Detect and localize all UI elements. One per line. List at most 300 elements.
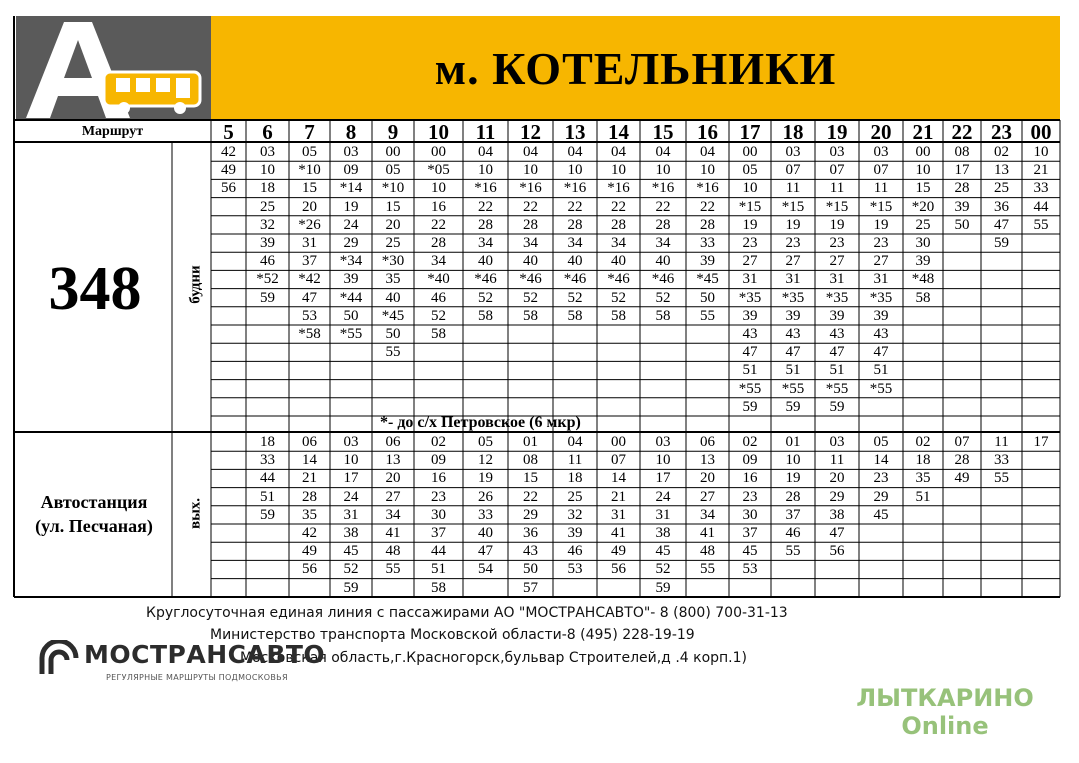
weekday-minute: 15	[385, 198, 401, 215]
hour-header-13: 13	[564, 120, 586, 144]
weekday-minute: 31	[302, 235, 317, 251]
weekend-minute: 49	[302, 543, 317, 560]
weekday-minute: 47	[302, 289, 317, 306]
weekend-minute: 28	[302, 488, 317, 505]
weekday-minute: *55	[825, 380, 849, 397]
weekday-minute: 42	[221, 144, 236, 160]
weekday-minute: 25	[994, 180, 1009, 197]
weekend-minute: 05	[478, 434, 493, 450]
weekend-minute: 37	[785, 506, 801, 523]
weekend-minute: 02	[915, 434, 931, 450]
weekday-minute: *15	[738, 198, 762, 215]
weekend-minute: 46	[567, 543, 583, 560]
hour-header-21: 21	[912, 120, 934, 144]
weekday-minute: 34	[478, 235, 493, 251]
weekday-minute: 59	[829, 398, 845, 415]
weekday-minute: 31	[742, 271, 758, 288]
weekend-minute: 00	[611, 434, 626, 450]
weekend-minute: 41	[385, 525, 401, 541]
weekend-minute: 38	[655, 525, 671, 541]
weekend-minute: 18	[915, 452, 931, 469]
weekend-minute: 27	[385, 488, 401, 505]
weekday-minute: *55	[339, 326, 363, 342]
weekday-minute: 00	[742, 144, 758, 160]
weekday-minute: *15	[781, 198, 805, 215]
weekday-minute: 18	[260, 180, 275, 197]
weekend-minute: 13	[700, 452, 715, 469]
weekday-minute: 55	[700, 307, 715, 324]
weekend-minute: 19	[785, 470, 801, 487]
weekday-minute: 31	[785, 271, 801, 288]
weekday-minute: 36	[994, 198, 1009, 215]
weekday-minute: 40	[385, 289, 401, 306]
weekday-minute: 37	[302, 253, 317, 270]
weekend-minute: 49	[954, 470, 970, 487]
weekday-minute: *15	[869, 198, 893, 215]
weekday-minute: 19	[829, 216, 845, 233]
hour-header-15: 15	[652, 120, 674, 144]
weekend-minute: 26	[478, 488, 493, 505]
weekday-minute: 05	[385, 162, 401, 179]
weekend-minute: 23	[873, 470, 889, 487]
weekend-minute: 29	[873, 488, 889, 505]
weekend-minute: 02	[431, 434, 446, 450]
weekend-minute: 50	[523, 561, 538, 578]
weekend-minute: 48	[700, 543, 715, 560]
weekend-minute: 34	[700, 506, 715, 523]
weekday-minute: 39	[829, 307, 845, 324]
weekday-minute: 03	[873, 144, 889, 160]
weekday-minute: 52	[478, 289, 493, 306]
weekend-minute: 01	[785, 434, 801, 450]
weekday-minute: 10	[742, 180, 758, 197]
weekday-minute: 07	[785, 162, 801, 179]
weekday-minute: 51	[742, 362, 758, 379]
hour-header-6: 6	[262, 120, 273, 144]
weekday-minute: 10	[431, 180, 446, 197]
hour-header-19: 19	[826, 120, 848, 144]
weekday-minute: 00	[915, 144, 931, 160]
weekday-minute: 55	[385, 344, 401, 361]
weekday-minute: 05	[302, 144, 317, 160]
weekend-minute: 30	[742, 506, 758, 523]
weekend-minute: 31	[343, 506, 359, 523]
weekday-minute: 46	[260, 253, 275, 270]
weekend-minute: 57	[523, 579, 538, 596]
weekend-minute: 11	[567, 452, 583, 469]
weekend-minute: 38	[343, 525, 359, 541]
weekday-minute: 56	[221, 180, 236, 197]
weekday-minute: 10	[915, 162, 931, 179]
route-column-header: Маршрут	[81, 124, 144, 139]
weekday-minute: 50	[700, 289, 715, 306]
weekday-minute: 50	[954, 216, 970, 233]
weekend-minute: 42	[302, 525, 317, 541]
weekday-minute: *48	[911, 271, 935, 288]
weekend-minute: 41	[700, 525, 715, 541]
weekend-minute: 03	[343, 434, 359, 450]
weekend-minute: 32	[567, 506, 583, 523]
weekday-minute: 04	[478, 144, 493, 160]
weekend-minute: 17	[343, 470, 359, 487]
weekend-minute: 02	[742, 434, 758, 450]
weekday-minute: *55	[738, 380, 762, 397]
weekend-minute: 22	[523, 488, 538, 505]
weekday-minute: 58	[655, 307, 671, 324]
weekday-minute: 39	[260, 235, 275, 251]
route-note: *- до с/х Петровское (6 мкр)	[380, 414, 581, 431]
weekday-minute: 28	[655, 216, 671, 233]
weekday-minute: 10	[655, 162, 671, 179]
weekday-minute: *15	[825, 198, 849, 215]
weekend-minute: 35	[915, 470, 931, 487]
weekday-minute: *46	[563, 271, 587, 288]
weekday-minute: 10	[523, 162, 538, 179]
weekend-minute: 34	[385, 506, 401, 523]
weekday-minute: *16	[696, 180, 719, 197]
weekday-minute: *45	[696, 271, 719, 288]
weekday-minute: 19	[785, 216, 801, 233]
weekday-minute: 28	[567, 216, 583, 233]
weekday-minute: *45	[381, 307, 405, 324]
weekend-minute: 25	[567, 488, 583, 505]
weekday-minute: 58	[431, 326, 446, 342]
weekday-minute: 47	[994, 216, 1009, 233]
weekday-minute: *34	[339, 253, 363, 270]
hour-header-18: 18	[782, 120, 804, 144]
weekend-minute: 20	[829, 470, 845, 487]
hour-header-11: 11	[475, 120, 496, 144]
weekday-minute: 23	[785, 235, 801, 251]
weekend-minute: 59	[655, 579, 671, 596]
weekday-minute: 20	[385, 216, 401, 233]
weekend-minute: 18	[260, 434, 275, 450]
weekday-minute: *46	[651, 271, 675, 288]
weekend-minute: 55	[700, 561, 715, 578]
weekday-minute: 10	[260, 162, 275, 179]
weekday-minute: 40	[523, 253, 538, 270]
weekday-minute: 10	[1033, 144, 1049, 160]
weekday-minute: 28	[700, 216, 715, 233]
weekend-minute: 51	[915, 488, 931, 505]
weekday-minute: 31	[873, 271, 889, 288]
weekend-minute: 45	[655, 543, 671, 560]
weekday-minute: 43	[742, 326, 758, 342]
weekend-minute: 18	[567, 470, 583, 487]
hotline-text: Круглосуточная единая линия с пассажирами АО "МОСТРАНСАВТО"- 8 (800) 700-31-13	[146, 605, 788, 621]
weekday-minute: *40	[427, 271, 450, 288]
weekday-minute: 10	[567, 162, 583, 179]
weekday-minute: 47	[829, 344, 845, 361]
weekend-minute: 01	[523, 434, 538, 450]
weekend-minute: 23	[431, 488, 446, 505]
weekend-minute: 48	[385, 543, 401, 560]
route-number: 348	[48, 255, 142, 323]
weekend-minute: 45	[873, 506, 889, 523]
weekday-minute: *10	[298, 162, 321, 179]
weekend-minute: 07	[611, 452, 626, 469]
weekend-minute: 58	[431, 579, 446, 596]
weekday-minute: 39	[742, 307, 758, 324]
weekday-minute: *16	[519, 180, 542, 197]
weekend-minute: 40	[478, 525, 493, 541]
weekday-minute: 52	[431, 307, 446, 324]
weekday-minute: *16	[607, 180, 630, 197]
weekday-minute: 59	[742, 398, 758, 415]
weekday-minute: 40	[478, 253, 493, 270]
weekday-minute: 25	[260, 198, 275, 215]
weekend-minute: 13	[385, 452, 401, 469]
weekday-minute: 51	[829, 362, 845, 379]
weekend-minute: 10	[343, 452, 359, 469]
weekday-minute: 50	[343, 307, 359, 324]
weekend-minute: 03	[655, 434, 671, 450]
weekday-minute: 21	[1033, 162, 1049, 179]
weekday-minute: 39	[915, 253, 931, 270]
weekend-minute: 12	[478, 452, 493, 469]
weekend-minute: 15	[523, 470, 538, 487]
weekend-minute: 19	[478, 470, 493, 487]
weekend-minute: 55	[785, 543, 801, 560]
weekday-minute: 04	[523, 144, 538, 160]
weekend-minute: 09	[742, 452, 758, 469]
weekday-minute: 22	[567, 198, 583, 215]
weekday-minute: 24	[343, 216, 359, 233]
weekend-minute: 41	[611, 525, 626, 541]
weekend-minute: 45	[742, 543, 758, 560]
hour-header-5: 5	[223, 120, 234, 144]
weekend-minute: 14	[611, 470, 626, 487]
hour-header-9: 9	[387, 120, 399, 144]
weekend-minute: 23	[742, 488, 758, 505]
weekday-minute: 51	[873, 362, 889, 379]
weekend-minute: 16	[431, 470, 446, 487]
weekday-minute: 11	[873, 180, 889, 197]
weekday-minute: 33	[1033, 180, 1049, 197]
weekday-minute: *58	[298, 326, 321, 342]
mostransavto-logo	[38, 640, 338, 686]
weekday-minute: 59	[260, 289, 275, 306]
weekday-minute: 22	[431, 216, 446, 233]
weekend-minute: 33	[260, 452, 275, 469]
weekday-minute: 52	[611, 289, 626, 306]
weekend-minute: 14	[873, 452, 889, 469]
weekend-minute: 44	[431, 543, 446, 560]
weekday-minute: 00	[431, 144, 446, 160]
weekend-minute: 27	[700, 488, 715, 505]
weekend-minute: 44	[260, 470, 275, 487]
weekend-minute: 08	[523, 452, 538, 469]
weekday-minute: 25	[385, 235, 401, 251]
weekend-minute: 53	[742, 561, 758, 578]
weekend-minute: 20	[385, 470, 401, 487]
weekend-minute: 31	[655, 506, 671, 523]
weekday-minute: 31	[829, 271, 845, 288]
weekday-minute: 50	[385, 326, 401, 342]
weekday-minute: 34	[611, 235, 626, 251]
weekday-minute: *16	[474, 180, 497, 197]
weekday-minute: 22	[611, 198, 626, 215]
weekend-minute: 54	[478, 561, 493, 578]
weekend-minute: 10	[785, 452, 801, 469]
weekday-minute: *05	[427, 162, 450, 179]
weekday-minute: 58	[915, 289, 931, 306]
weekend-minute: 05	[873, 434, 889, 450]
hour-header-7: 7	[304, 120, 315, 144]
mostransavto-mark-icon	[38, 640, 80, 680]
weekday-minute: 07	[873, 162, 889, 179]
weekday-minute: 29	[343, 235, 359, 251]
weekend-minute: 37	[431, 525, 446, 541]
weekday-minute: 28	[954, 180, 970, 197]
weekday-minute: 33	[700, 235, 715, 251]
weekend-minute: 51	[431, 561, 446, 578]
weekday-minute: *30	[381, 253, 405, 270]
weekday-minute: *35	[781, 289, 805, 306]
weekend-minute: 51	[260, 488, 275, 505]
weekday-minute: *10	[381, 180, 405, 197]
weekday-minute: *16	[563, 180, 587, 197]
weekday-minute: 00	[385, 144, 401, 160]
weekend-minute: 21	[302, 470, 317, 487]
weekday-minute: 04	[567, 144, 583, 160]
hour-header-12: 12	[520, 120, 541, 144]
weekday-minute: 08	[954, 144, 970, 160]
weekend-minute: 52	[343, 561, 359, 578]
weekday-minute: *16	[651, 180, 675, 197]
weekday-minute: 40	[611, 253, 626, 270]
weekend-minute: 31	[611, 506, 626, 523]
weekday-label: будни	[187, 265, 204, 304]
weekday-minute: 28	[478, 216, 493, 233]
weekday-minute: 52	[567, 289, 583, 306]
weekday-minute: 44	[1033, 198, 1049, 215]
weekend-minute: 07	[954, 434, 970, 450]
weekend-minute: 09	[431, 452, 446, 469]
weekend-minute: 11	[829, 452, 845, 469]
weekday-minute: 04	[700, 144, 715, 160]
weekend-minute: 28	[954, 452, 970, 469]
weekday-minute: 51	[785, 362, 801, 379]
ministry-text: Министерство транспорта Московской области-8 (495) 228-19-19	[210, 627, 695, 643]
weekday-minute: 39	[873, 307, 889, 324]
station-line-2: (ул. Песчаная)	[35, 516, 153, 536]
hour-header-10: 10	[428, 120, 449, 144]
weekend-minute: 56	[829, 543, 845, 560]
weekday-minute: 43	[785, 326, 801, 342]
station-line-1: Автостанция	[40, 492, 148, 512]
weekday-minute: 19	[343, 198, 359, 215]
hour-header-14: 14	[608, 120, 629, 144]
watermark-line-2: Online	[901, 712, 989, 740]
weekend-minute: 16	[742, 470, 758, 487]
weekday-minute: 58	[523, 307, 538, 324]
weekend-minute: 47	[829, 525, 845, 541]
weekday-minute: 16	[431, 198, 446, 215]
weekend-minute: 30	[431, 506, 446, 523]
weekend-minute: 59	[260, 506, 275, 523]
weekday-minute: 39	[785, 307, 801, 324]
weekday-minute: 52	[523, 289, 538, 306]
weekend-minute: 59	[343, 579, 359, 596]
weekday-minute: 07	[829, 162, 845, 179]
weekend-minute: 20	[700, 470, 715, 487]
weekday-minute: 27	[873, 253, 889, 270]
weekday-minute: 15	[915, 180, 931, 197]
weekday-minute: 27	[742, 253, 758, 270]
weekend-minute: 49	[611, 543, 626, 560]
weekday-minute: 34	[523, 235, 538, 251]
weekend-minute: 55	[994, 470, 1009, 487]
weekday-minute: *35	[825, 289, 849, 306]
weekday-minute: 43	[829, 326, 845, 342]
weekday-minute: 17	[954, 162, 970, 179]
weekend-label: вых.	[187, 497, 204, 530]
weekday-minute: 49	[221, 162, 236, 179]
weekday-minute: 39	[954, 198, 970, 215]
weekend-minute: 37	[742, 525, 758, 541]
hour-header-16: 16	[697, 120, 718, 144]
weekend-minute: 45	[343, 543, 359, 560]
weekday-minute: 03	[785, 144, 801, 160]
brand-subtitle: РЕГУЛЯРНЫЕ МАРШРУТЫ ПОДМОСКОВЬЯ	[106, 673, 288, 682]
weekday-minute: 27	[829, 253, 845, 270]
weekend-minute: 28	[785, 488, 801, 505]
weekday-minute: *26	[298, 216, 321, 233]
weekday-minute: *35	[738, 289, 762, 306]
weekend-minute: 56	[302, 561, 317, 578]
weekend-minute: 06	[385, 434, 401, 450]
weekday-minute: 34	[567, 235, 583, 251]
weekend-minute: 29	[829, 488, 845, 505]
weekend-minute: 33	[478, 506, 493, 523]
weekend-minute: 46	[785, 525, 801, 541]
weekday-minute: *46	[474, 271, 497, 288]
weekday-minute: 10	[478, 162, 493, 179]
weekday-minute: 23	[742, 235, 758, 251]
weekday-minute: 03	[260, 144, 275, 160]
weekday-minute: 28	[431, 235, 446, 251]
weekday-minute: 28	[611, 216, 626, 233]
page-title: м. КОТЕЛЬНИКИ	[434, 42, 837, 94]
weekend-minute: 24	[343, 488, 359, 505]
weekday-minute: 02	[994, 144, 1009, 160]
weekend-minute: 56	[611, 561, 626, 578]
weekday-minute: 58	[611, 307, 626, 324]
weekday-minute: 03	[343, 144, 359, 160]
weekday-minute: 10	[700, 162, 715, 179]
watermark	[850, 684, 1040, 740]
weekday-minute: 11	[829, 180, 845, 197]
weekday-minute: 34	[655, 235, 671, 251]
weekday-minute: 23	[829, 235, 845, 251]
weekday-minute: 05	[742, 162, 758, 179]
weekend-minute: 47	[478, 543, 493, 560]
weekday-minute: 22	[523, 198, 538, 215]
weekday-minute: 58	[478, 307, 493, 324]
weekend-minute: 52	[655, 561, 671, 578]
weekday-minute: 04	[655, 144, 671, 160]
weekend-minute: 06	[302, 434, 317, 450]
weekday-minute: 53	[302, 307, 317, 324]
weekday-minute: 25	[915, 216, 931, 233]
weekday-minute: *20	[911, 198, 935, 215]
weekday-minute: *44	[339, 289, 363, 306]
weekend-minute: 11	[994, 434, 1009, 450]
weekday-minute: 40	[567, 253, 583, 270]
hour-header-00: 00	[1030, 120, 1052, 144]
weekday-minute: 27	[785, 253, 801, 270]
